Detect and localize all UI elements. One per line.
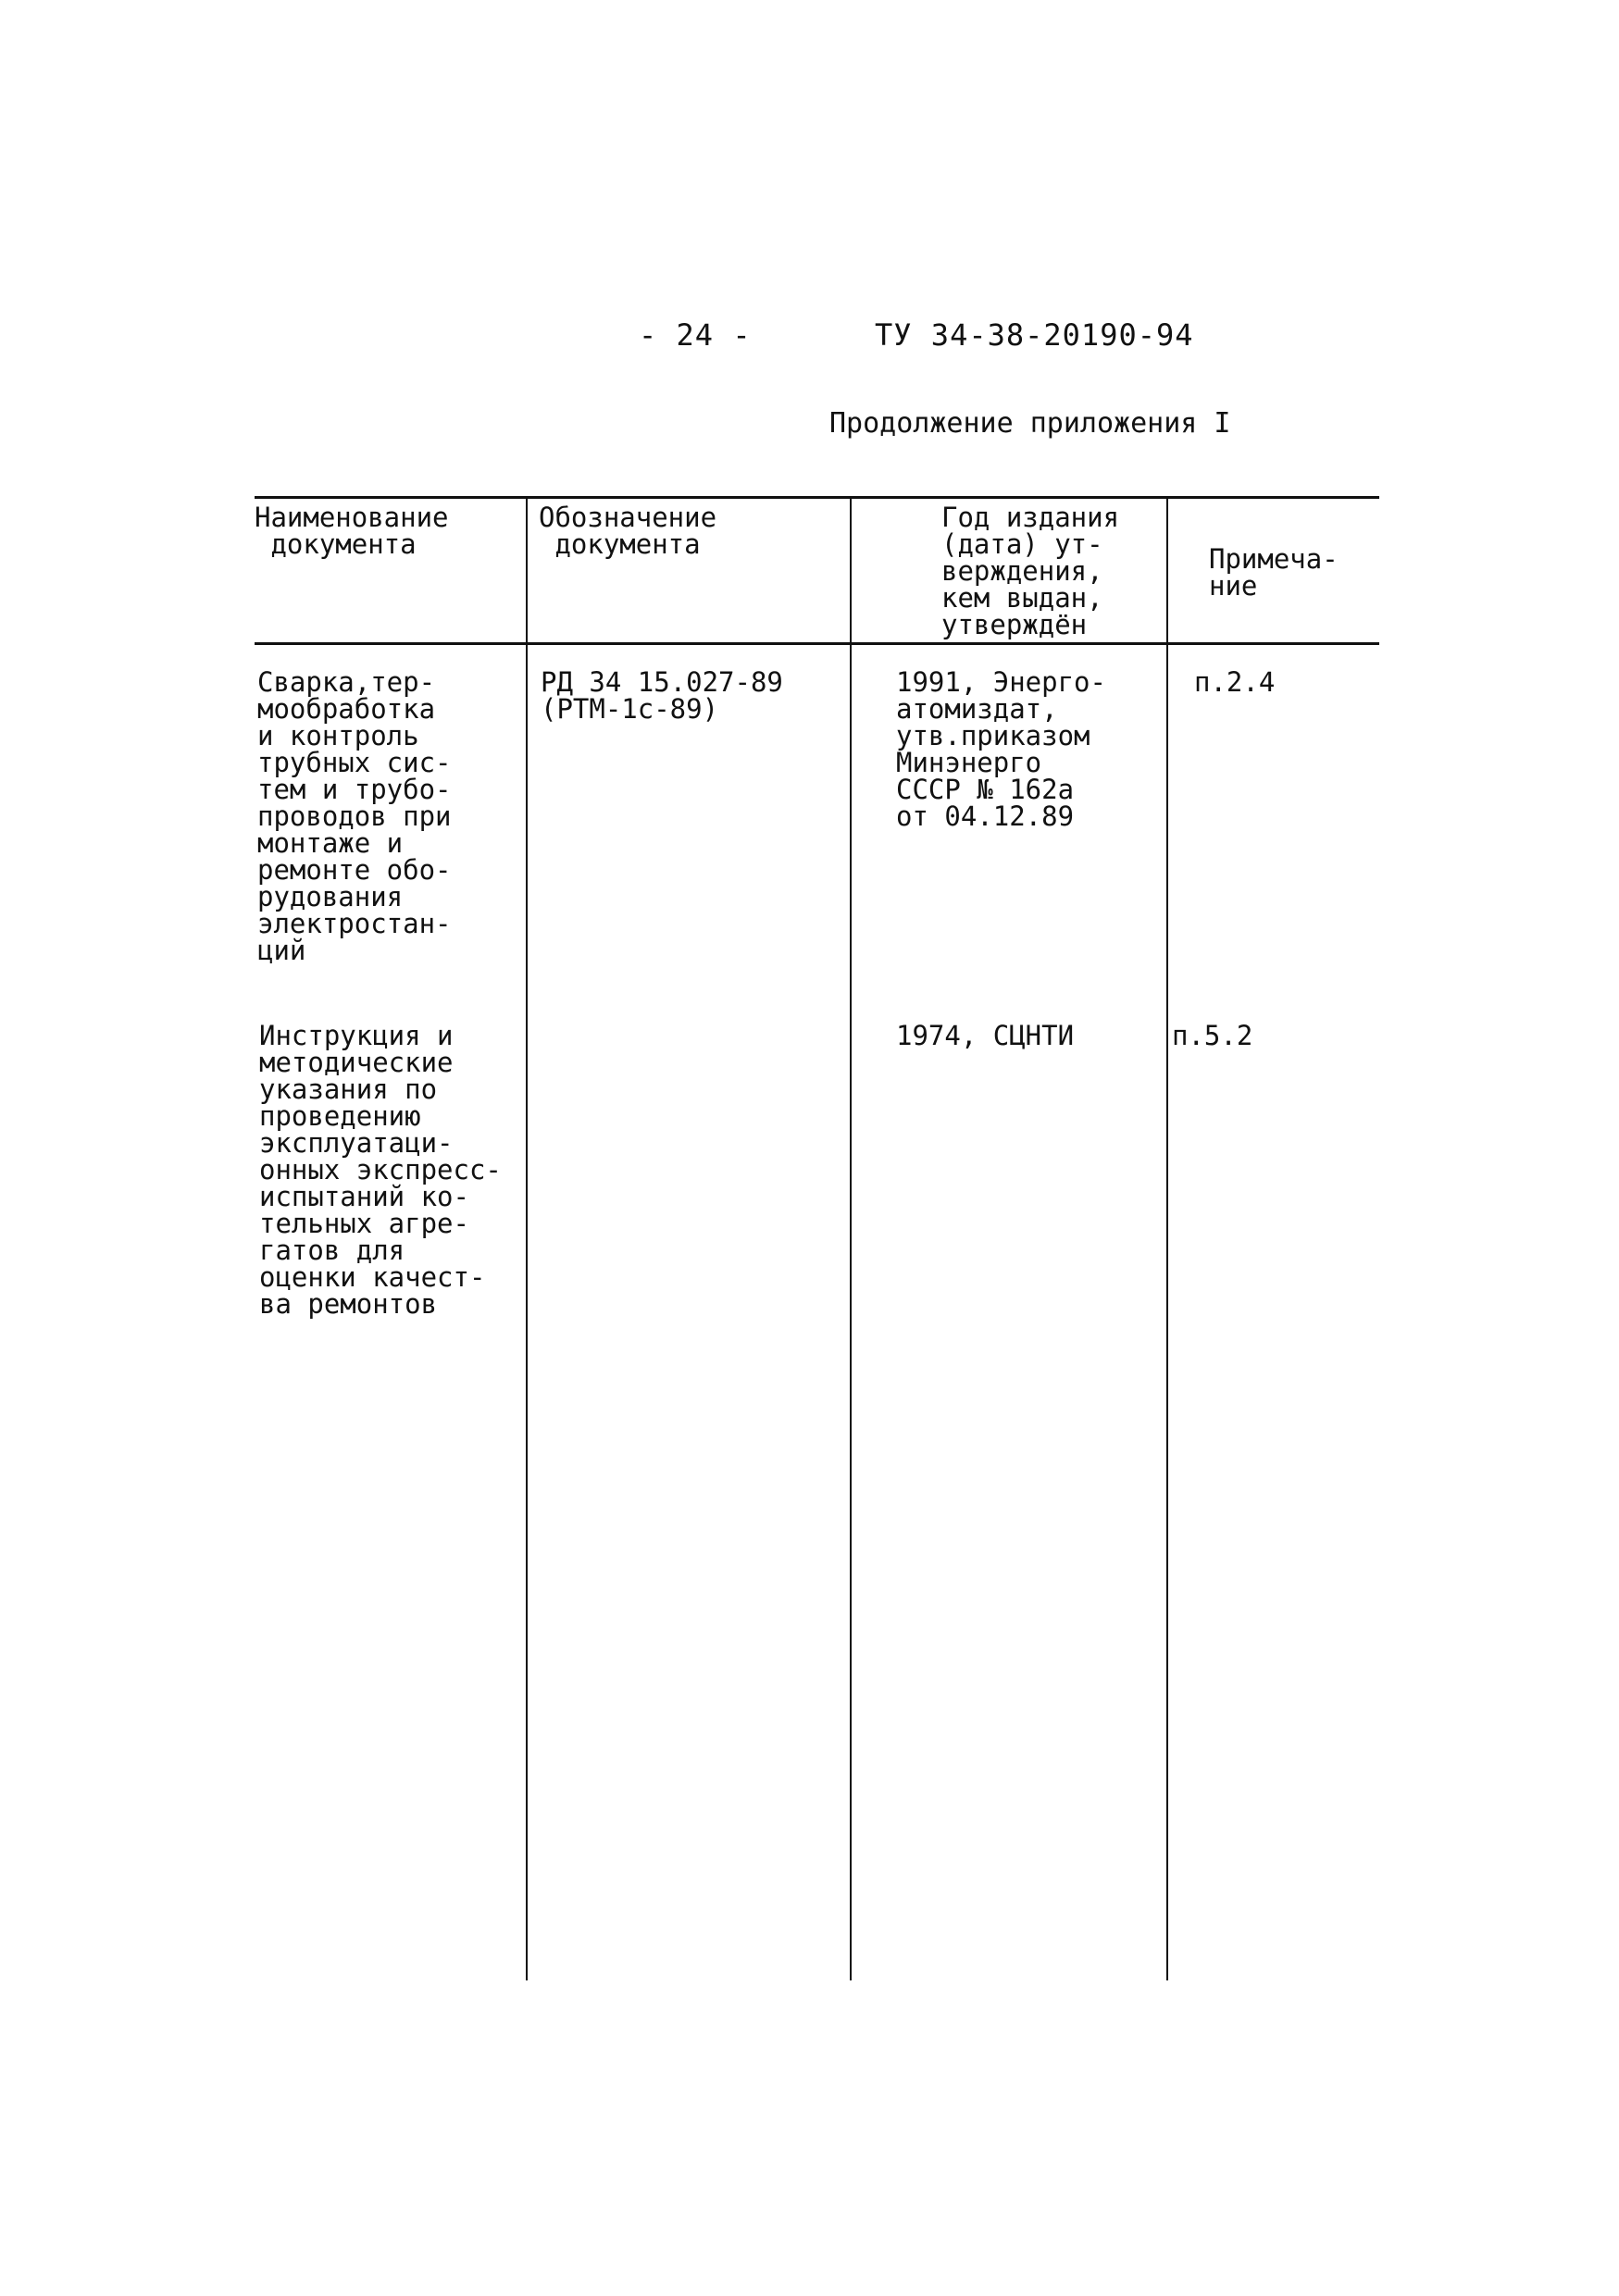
row-1-publication-year: 1991, Энерго- атомиздат, утв.приказом Минэнерго СССР № 162а от 04.12.89 xyxy=(896,666,1106,832)
row-1-document-name: Сварка,тер- мообработка и контроль трубных сис- тем и трубо- проводов при монтаже и ремонте обо- рудования электростан- ций xyxy=(257,666,452,966)
column-header-note: Примеча- ние xyxy=(1209,543,1339,602)
table-top-rule xyxy=(255,496,1379,499)
row-2-document-name: Инструкция и методические указания по проведению эксплуатаци- онных экспресс- испытаний ко- тельных агре- гатов для оценки качест- ва ремонтов xyxy=(259,1020,502,1320)
document-code: ТУ 34-38-20190-94 xyxy=(875,317,1194,353)
column-divider-3 xyxy=(1166,498,1168,1980)
column-header-name: Наименование документа xyxy=(255,502,449,560)
row-2-note: п.5.2 xyxy=(1172,1020,1253,1051)
column-header-year: Год издания (дата) ут- верждения, кем выдан, утверждён xyxy=(941,502,1120,640)
page-number: - 24 - xyxy=(639,317,752,353)
row-1-document-designation: РД 34 15.027-89 (РТМ-1с-89) xyxy=(541,666,783,725)
column-divider-2 xyxy=(850,498,852,1980)
column-divider-1 xyxy=(526,498,528,1980)
row-1-note: п.2.4 xyxy=(1194,666,1276,698)
header-bottom-rule xyxy=(255,642,1379,645)
column-header-designation: Обозначение документа xyxy=(539,502,717,560)
row-2-publication-year: 1974, СЦНТИ xyxy=(896,1020,1075,1051)
continuation-title: Продолжение приложения I xyxy=(829,407,1231,440)
